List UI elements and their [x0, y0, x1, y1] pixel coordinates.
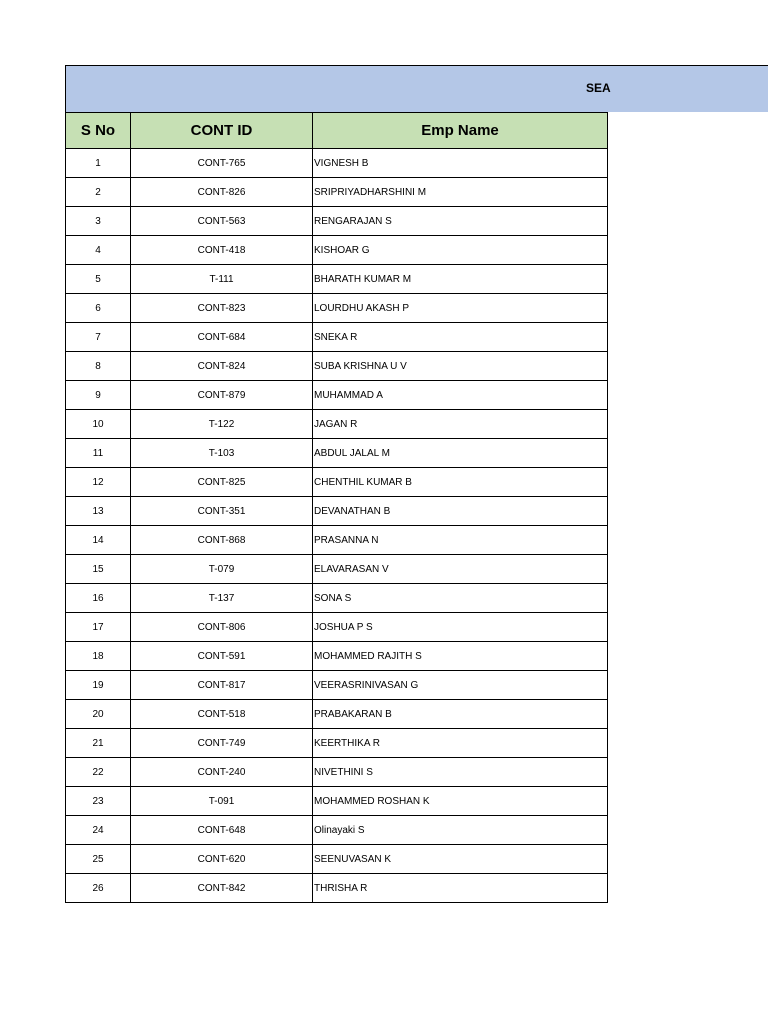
cell-emp-name[interactable]: MUHAMMAD A — [313, 381, 608, 410]
cell-sno[interactable]: 8 — [66, 352, 131, 381]
table-row — [66, 526, 608, 555]
cell-emp-name[interactable]: VEERASRINIVASAN G — [313, 671, 608, 700]
cell-emp-name[interactable]: CHENTHIL KUMAR B — [313, 468, 608, 497]
cell-cont-id[interactable]: CONT-648 — [131, 816, 313, 845]
cell-emp-name[interactable]: DEVANATHAN B — [313, 497, 608, 526]
cell-emp-name[interactable]: KISHOAR G — [313, 236, 608, 265]
cell-cont-id[interactable]: T-079 — [131, 555, 313, 584]
header-emp-name[interactable]: Emp Name — [313, 113, 608, 149]
table-row — [66, 439, 608, 468]
header-row — [66, 113, 608, 149]
cell-sno[interactable]: 14 — [66, 526, 131, 555]
cell-sno[interactable]: 17 — [66, 613, 131, 642]
table-row — [66, 758, 608, 787]
cell-sno[interactable]: 20 — [66, 700, 131, 729]
cell-cont-id[interactable]: CONT-879 — [131, 381, 313, 410]
cell-emp-name[interactable]: JOSHUA P S — [313, 613, 608, 642]
table-row — [66, 352, 608, 381]
cell-cont-id[interactable]: CONT-684 — [131, 323, 313, 352]
cell-cont-id[interactable]: CONT-823 — [131, 294, 313, 323]
cell-sno[interactable]: 13 — [66, 497, 131, 526]
cell-sno[interactable]: 5 — [66, 265, 131, 294]
cell-emp-name[interactable]: MOHAMMED ROSHAN K — [313, 787, 608, 816]
cell-cont-id[interactable]: CONT-868 — [131, 526, 313, 555]
cell-emp-name[interactable]: LOURDHU AKASH P — [313, 294, 608, 323]
cell-sno[interactable]: 10 — [66, 410, 131, 439]
employee-table — [65, 112, 608, 903]
cell-cont-id[interactable]: T-091 — [131, 787, 313, 816]
cell-cont-id[interactable]: CONT-806 — [131, 613, 313, 642]
cell-cont-id[interactable]: CONT-765 — [131, 149, 313, 178]
cell-emp-name[interactable]: ABDUL JALAL M — [313, 439, 608, 468]
cell-sno[interactable]: 15 — [66, 555, 131, 584]
table-row — [66, 787, 608, 816]
cell-cont-id[interactable]: CONT-824 — [131, 352, 313, 381]
cell-sno[interactable]: 6 — [66, 294, 131, 323]
table-row — [66, 671, 608, 700]
cell-emp-name[interactable]: BHARATH KUMAR M — [313, 265, 608, 294]
cell-emp-name[interactable]: THRISHA R — [313, 874, 608, 903]
cell-emp-name[interactable]: Olinayaki S — [313, 816, 608, 845]
cell-emp-name[interactable]: SUBA KRISHNA U V — [313, 352, 608, 381]
cell-cont-id[interactable]: CONT-826 — [131, 178, 313, 207]
table-row — [66, 584, 608, 613]
cell-emp-name[interactable]: KEERTHIKA R — [313, 729, 608, 758]
cell-cont-id[interactable]: CONT-518 — [131, 700, 313, 729]
table-row — [66, 149, 608, 178]
header-sno[interactable]: S No — [66, 113, 131, 149]
table-row — [66, 410, 608, 439]
cell-cont-id[interactable]: CONT-591 — [131, 642, 313, 671]
table-row — [66, 294, 608, 323]
cell-sno[interactable]: 1 — [66, 149, 131, 178]
cell-cont-id[interactable]: T-137 — [131, 584, 313, 613]
cell-emp-name[interactable]: SONA S — [313, 584, 608, 613]
table-row — [66, 555, 608, 584]
table-row — [66, 497, 608, 526]
cell-sno[interactable]: 2 — [66, 178, 131, 207]
table-row — [66, 236, 608, 265]
table-row — [66, 265, 608, 294]
cell-cont-id[interactable]: CONT-749 — [131, 729, 313, 758]
table-row — [66, 729, 608, 758]
cell-cont-id[interactable]: T-103 — [131, 439, 313, 468]
header-cont-id[interactable]: CONT ID — [131, 113, 313, 149]
cell-sno[interactable]: 25 — [66, 845, 131, 874]
cell-sno[interactable]: 21 — [66, 729, 131, 758]
cell-sno[interactable]: 19 — [66, 671, 131, 700]
table-row — [66, 816, 608, 845]
sheet-title: SEA — [586, 81, 611, 95]
cell-sno[interactable]: 11 — [66, 439, 131, 468]
cell-emp-name[interactable]: SRIPRIYADHARSHINI M — [313, 178, 608, 207]
table-row — [66, 845, 608, 874]
cell-sno[interactable]: 16 — [66, 584, 131, 613]
table-row — [66, 642, 608, 671]
cell-sno[interactable]: 23 — [66, 787, 131, 816]
cell-sno[interactable]: 9 — [66, 381, 131, 410]
cell-sno[interactable]: 24 — [66, 816, 131, 845]
cell-sno[interactable]: 18 — [66, 642, 131, 671]
cell-sno[interactable]: 22 — [66, 758, 131, 787]
table-row — [66, 323, 608, 352]
cell-cont-id[interactable]: CONT-817 — [131, 671, 313, 700]
cell-emp-name[interactable]: MOHAMMED RAJITH S — [313, 642, 608, 671]
table-row — [66, 700, 608, 729]
table-row — [66, 207, 608, 236]
table-body — [66, 149, 608, 903]
cell-emp-name[interactable]: ELAVARASAN V — [313, 555, 608, 584]
cell-emp-name[interactable]: SEENUVASAN K — [313, 845, 608, 874]
table-row — [66, 613, 608, 642]
cell-emp-name[interactable]: JAGAN R — [313, 410, 608, 439]
table-row — [66, 874, 608, 903]
cell-sno[interactable]: 3 — [66, 207, 131, 236]
cell-emp-name[interactable]: RENGARAJAN S — [313, 207, 608, 236]
cell-cont-id[interactable]: CONT-620 — [131, 845, 313, 874]
cell-cont-id[interactable]: CONT-842 — [131, 874, 313, 903]
cell-cont-id[interactable]: CONT-351 — [131, 497, 313, 526]
cell-sno[interactable]: 7 — [66, 323, 131, 352]
table-row — [66, 178, 608, 207]
cell-emp-name[interactable]: SNEKA R — [313, 323, 608, 352]
cell-emp-name[interactable]: PRABAKARAN B — [313, 700, 608, 729]
cell-sno[interactable]: 26 — [66, 874, 131, 903]
cell-cont-id[interactable]: CONT-418 — [131, 236, 313, 265]
cell-emp-name[interactable]: NIVETHINI S — [313, 758, 608, 787]
cell-cont-id[interactable]: T-111 — [131, 265, 313, 294]
cell-emp-name[interactable]: VIGNESH B — [313, 149, 608, 178]
cell-cont-id[interactable]: CONT-825 — [131, 468, 313, 497]
cell-cont-id[interactable]: T-122 — [131, 410, 313, 439]
cell-cont-id[interactable]: CONT-563 — [131, 207, 313, 236]
table-row — [66, 468, 608, 497]
cell-cont-id[interactable]: CONT-240 — [131, 758, 313, 787]
cell-sno[interactable]: 4 — [66, 236, 131, 265]
title-banner — [65, 65, 768, 112]
table-row — [66, 381, 608, 410]
cell-emp-name[interactable]: PRASANNA N — [313, 526, 608, 555]
cell-sno[interactable]: 12 — [66, 468, 131, 497]
